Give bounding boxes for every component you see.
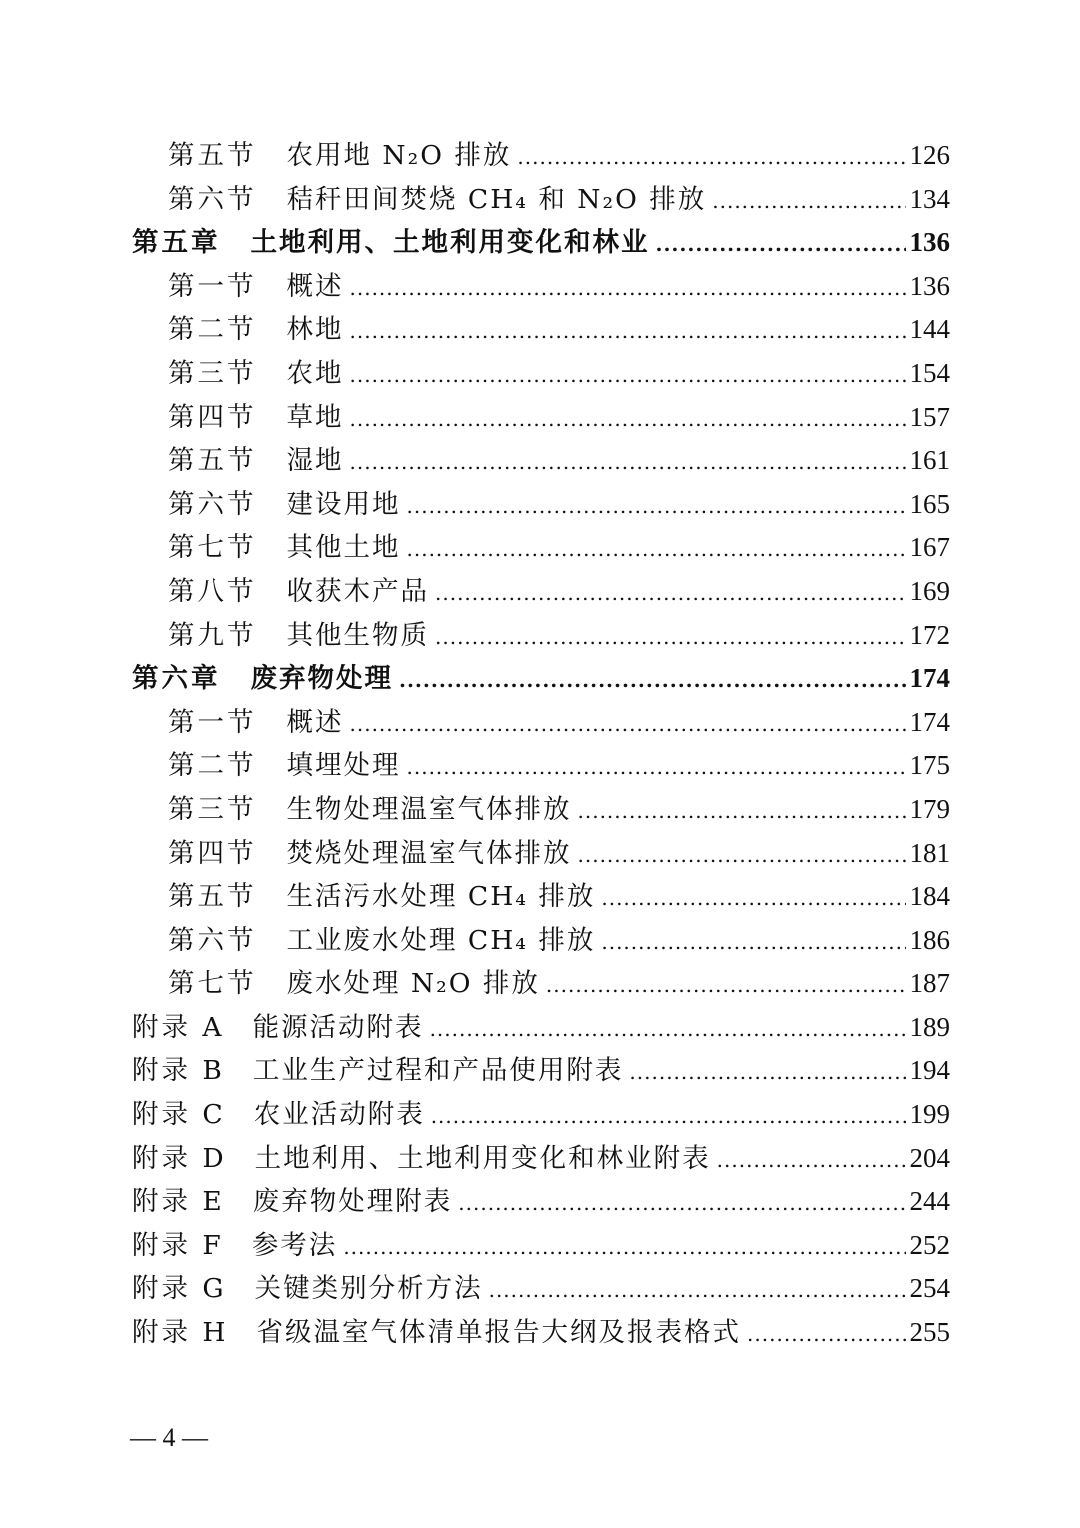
toc-entry[interactable] [0,265,1080,309]
toc-page-number: 172 [909,619,950,650]
toc-label: 第二节 [168,314,257,346]
toc-page-number: 175 [909,750,950,781]
toc-title: 废弃物处理附表 [252,1186,453,1218]
toc-page-number: 154 [909,357,950,388]
toc-title: 概述 [286,706,344,738]
dot-leader [517,136,905,180]
toc-label: 第六节 [168,183,257,215]
dot-leader [350,310,906,354]
toc-entry[interactable] [0,178,1080,222]
toc-chapter-entry[interactable] [0,657,1080,701]
toc-label: 第九节 [168,619,257,651]
toc-label: 第一节 [168,706,257,738]
toc-label: 第八节 [168,575,257,607]
toc-appendix-entry[interactable] [0,1311,1080,1355]
toc-entry[interactable] [0,134,1080,178]
toc-entry[interactable] [0,919,1080,963]
dot-leader [578,834,906,878]
toc-entry[interactable] [0,832,1080,876]
toc-page-number: 169 [909,575,950,606]
dot-leader [343,1226,905,1270]
toc-page-number: 184 [909,881,950,912]
toc-title: 概述 [286,270,344,302]
dot-leader [430,1008,906,1052]
dot-leader [601,921,905,965]
toc-page-number: 254 [909,1273,950,1304]
toc-title: 湿地 [286,445,344,477]
toc-page-number: 194 [909,1055,950,1086]
toc-label: 附录 B [132,1055,225,1087]
toc-label: 第三节 [168,357,257,389]
dot-leader [407,485,906,529]
toc-appendix-entry[interactable] [0,1049,1080,1093]
toc-title: 农地 [286,357,344,389]
toc-page-number: 252 [909,1229,950,1260]
toc-page-number: 187 [909,968,950,999]
toc-entry[interactable] [0,396,1080,440]
toc-title: 收获木产品 [286,575,429,607]
toc-label: 第三节 [168,793,257,825]
toc-page-number: 136 [909,227,950,258]
toc-label: 附录 C [132,1099,226,1131]
dot-leader [350,398,906,442]
toc-page-number: 144 [909,314,950,345]
toc-title: 土地利用、土地利用变化和林业 [250,227,650,259]
toc-label: 第六节 [168,488,257,520]
dot-leader [578,790,906,834]
page-number-footer: — 4 — [130,1423,208,1452]
toc-title: 生活污水处理 CH₄ 排放 [286,881,596,913]
dot-leader [435,572,906,616]
toc-entry[interactable] [0,352,1080,396]
toc-label: 第五节 [168,881,257,913]
toc-title: 工业废水处理 CH₄ 排放 [286,924,596,956]
toc-chapter-entry[interactable] [0,221,1080,265]
toc-entry[interactable] [0,439,1080,483]
toc-page-number: 199 [909,1099,950,1130]
toc-entry[interactable] [0,483,1080,527]
toc-title: 生物处理温室气体排放 [286,793,572,825]
toc-entry[interactable] [0,744,1080,788]
toc-title: 工业生产过程和产品使用附表 [252,1055,624,1087]
toc-page-number: 174 [909,706,950,737]
dot-leader [350,267,906,311]
toc-title: 建设用地 [286,488,401,520]
toc-label: 第六章 [132,663,221,695]
toc-page-number: 174 [909,663,950,694]
toc-label: 附录 G [132,1273,227,1305]
toc-title: 填埋处理 [286,750,401,782]
toc-label: 第五节 [168,140,257,171]
toc-label: 附录 F [132,1229,224,1261]
toc-appendix-entry[interactable] [0,1137,1080,1181]
toc-page-number: 204 [909,1142,950,1173]
toc-title: 林地 [286,314,344,346]
dot-leader [350,703,906,747]
dot-leader [431,1095,906,1139]
dot-leader [546,964,906,1008]
toc-entry[interactable] [0,570,1080,614]
toc-label: 第七节 [168,532,257,564]
toc-page-number: 165 [909,488,950,519]
toc-page-number: 244 [909,1186,950,1217]
toc-title: 农用地 N₂O 排放 [286,140,512,171]
toc-title: 其他土地 [286,532,401,564]
toc-entry[interactable] [0,526,1080,570]
dot-leader [717,1139,906,1183]
toc-label: 附录 A [132,1011,225,1043]
toc-label: 附录 D [132,1142,227,1174]
toc-title: 参考法 [251,1229,338,1261]
toc-page-number: 189 [909,1011,950,1042]
toc-label: 第四节 [168,401,257,433]
dot-leader [399,659,906,703]
toc-title: 省级温室气体清单报告大纲及报表格式 [256,1317,742,1349]
dot-leader [712,180,905,224]
dot-leader [629,1051,905,1095]
toc-entry[interactable] [0,875,1080,919]
toc-label: 附录 H [132,1317,229,1349]
toc-page-number: 136 [909,270,950,301]
toc-label: 第四节 [168,837,257,869]
toc-page-number: 161 [909,445,950,476]
toc-page-number: 186 [909,924,950,955]
toc-label: 第一节 [168,270,257,302]
toc-title: 废弃物处理 [250,663,393,695]
toc-label: 第七节 [168,968,257,1000]
toc-entry[interactable] [0,788,1080,832]
toc-appendix-entry[interactable] [0,1093,1080,1137]
toc-title: 草地 [286,401,344,433]
toc-page-number: 167 [909,532,950,563]
toc-entry[interactable] [0,962,1080,1006]
toc-title: 能源活动附表 [252,1011,424,1043]
dot-leader [458,1182,905,1226]
toc-page-number: 126 [909,140,950,170]
toc-title: 废水处理 N₂O 排放 [286,968,540,1000]
toc-title: 土地利用、土地利用变化和林业附表 [254,1142,711,1174]
toc-title: 农业活动附表 [253,1099,425,1131]
toc-entry[interactable] [0,308,1080,352]
toc-title: 秸秆田间焚烧 CH₄ 和 N₂O 排放 [286,183,707,215]
toc-label: 第六节 [168,924,257,956]
dot-leader [350,441,906,485]
toc-entry[interactable] [0,614,1080,658]
dot-leader [747,1313,905,1357]
toc-page-number: 181 [909,837,950,868]
toc-entry[interactable] [0,701,1080,745]
toc-page-number: 157 [909,401,950,432]
toc-appendix-entry[interactable] [0,1224,1080,1268]
dot-leader [489,1269,906,1313]
dot-leader [435,616,906,660]
dot-leader [656,223,906,267]
toc-appendix-entry[interactable] [0,1006,1080,1050]
toc-label: 附录 E [132,1186,225,1218]
toc-page-number: 134 [909,183,950,214]
toc-title: 焚烧处理温室气体排放 [286,837,572,869]
table-of-contents [0,134,1080,1355]
dot-leader [407,746,906,790]
dot-leader [350,354,906,398]
toc-title: 其他生物质 [286,619,429,651]
toc-label: 第五章 [132,227,221,259]
toc-appendix-entry[interactable] [0,1267,1080,1311]
dot-leader [601,877,905,921]
toc-page-number: 255 [909,1317,950,1348]
toc-appendix-entry[interactable] [0,1180,1080,1224]
toc-title: 关键类别分析方法 [254,1273,483,1305]
toc-page-number: 179 [909,793,950,824]
toc-label: 第二节 [168,750,257,782]
toc-label: 第五节 [168,445,257,477]
dot-leader [407,528,906,572]
